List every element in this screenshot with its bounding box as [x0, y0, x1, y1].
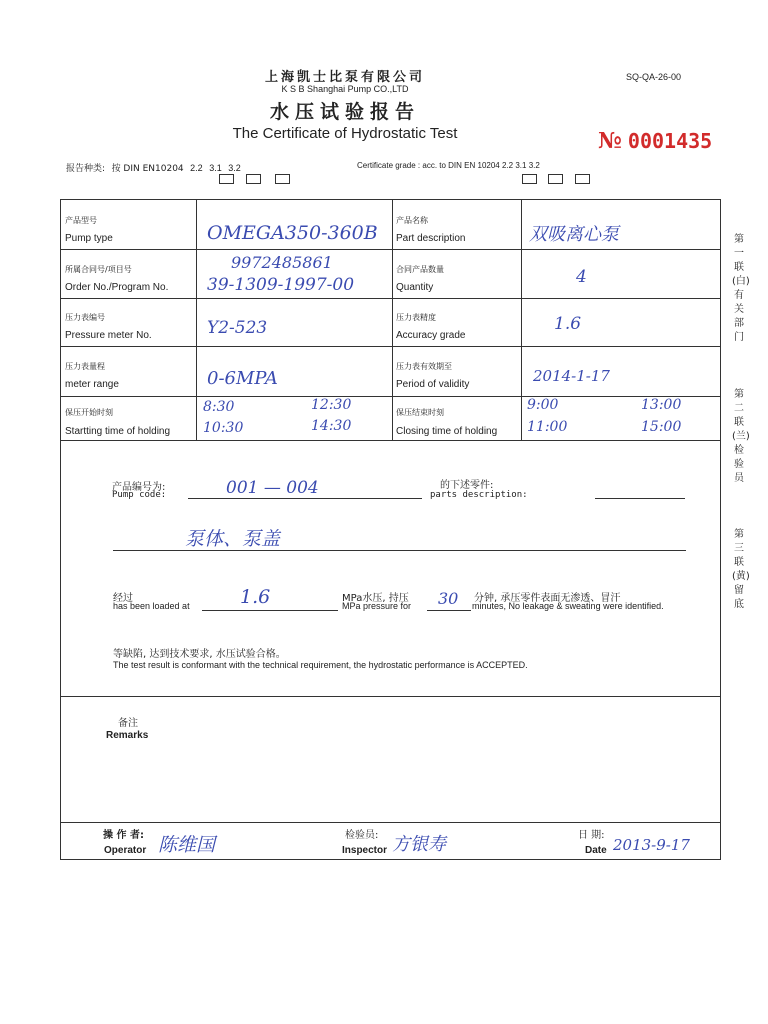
serial-value: 0001435: [627, 129, 713, 153]
remarks-field[interactable]: [70, 744, 710, 820]
inspector-label-cn: 检验员:: [345, 830, 379, 841]
copy-label-2: 第二联(兰)检验员: [732, 389, 750, 484]
validity-label-cn: 压力表有效期至: [396, 362, 452, 371]
mpa-label-en: MPa pressure for: [342, 601, 412, 611]
parts-label-cn: 的下述零件:: [440, 480, 494, 491]
serial-number: [598, 128, 712, 154]
start-time-1: 8:30: [203, 399, 235, 415]
minutes-value: 30: [438, 589, 459, 608]
closing-time-4: 15:00: [641, 419, 682, 435]
closing-time-1: 9:00: [527, 397, 559, 413]
cert-option-22: 2.2: [501, 161, 514, 170]
copy-label-3: 第三联(黄)留底: [732, 529, 750, 610]
inspector-signature: 方银寿: [392, 834, 446, 855]
minutes-label-en: minutes, No leakage & sweating were identified.: [472, 601, 664, 611]
meter-range-value: 0-6MPA: [207, 368, 278, 389]
report-type: [66, 161, 245, 174]
certificate-grade-label: Certificate grade : acc. to DIN EN 10204: [357, 161, 500, 170]
start-time-2: 12:30: [311, 397, 352, 413]
result-cn: 等缺陷, 达到技术要求, 水压试验合格。: [113, 649, 286, 660]
order-no-label-cn: 所属合同号/项目号: [65, 265, 132, 274]
part-description-value: 双吸离心泵: [529, 224, 619, 245]
validity-value: 2014-1-17: [533, 367, 610, 385]
mpa-label-cn: MPa水压, 持压: [342, 593, 409, 604]
cert-checkbox-22[interactable]: [522, 174, 537, 184]
pump-type-label-cn: 产品型号: [65, 216, 97, 225]
pressure-meter-label-en: Pressure meter No.: [65, 330, 152, 341]
loaded-label-cn: 经过: [113, 593, 133, 604]
pump-code-label-en: Pump code:: [112, 490, 167, 500]
validity-label-en: Period of validity: [396, 379, 470, 390]
order-no-label-en: Order No./Program No.: [65, 282, 169, 293]
info-grid: [60, 199, 721, 441]
start-holding-label-en: Startting time of holding: [65, 426, 171, 437]
quantity-label-cn: 合同产品数量: [396, 265, 444, 274]
pump-type-value: OMEGA350-360B: [207, 222, 378, 244]
copy-label-1: 第一联(白)有关部门: [732, 234, 750, 343]
accuracy-grade-label-en: Accuracy grade: [396, 330, 466, 341]
loaded-label-en: has been loaded at: [113, 601, 190, 611]
checkbox-22[interactable]: [219, 174, 234, 184]
serial-prefix: №: [598, 128, 622, 154]
parts-value: 泵体、泵盖: [185, 528, 281, 550]
certificate-grade: [357, 161, 540, 170]
checkbox-31[interactable]: [246, 174, 261, 184]
cert-checkbox-32[interactable]: [575, 174, 590, 184]
closing-holding-label-en: Closing time of holding: [396, 426, 498, 437]
closing-time-3: 11:00: [527, 419, 568, 435]
meter-range-label-en: meter range: [65, 379, 119, 390]
document-title-en: The Certificate of Hydrostatic Test: [232, 125, 458, 142]
pump-type-label-en: Pump type: [65, 233, 113, 244]
date-value: 2013-9-17: [613, 836, 690, 854]
pump-code-value: 001 — 004: [226, 478, 319, 498]
date-label-cn: 日 期:: [578, 830, 605, 841]
report-type-option-32: 3.2: [228, 163, 241, 173]
report-type-label: 报告种类:: [66, 164, 106, 174]
operator-signature: 陈维国: [158, 834, 216, 856]
date-label-en: Date: [585, 845, 607, 856]
order-no-value: 9972485861: [231, 253, 333, 272]
report-type-option-31: 3.1: [209, 163, 222, 173]
part-description-label-en: Part description: [396, 233, 466, 244]
operator-label-cn: 操 作 者:: [103, 830, 144, 841]
parts-label-en: parts description:: [430, 490, 528, 500]
remarks-label-en: Remarks: [106, 730, 149, 741]
report-type-standard: 按 DIN EN10204: [111, 164, 184, 174]
closing-holding-label-cn: 保压结束时刻: [396, 408, 444, 417]
operator-label-en: Operator: [104, 845, 147, 856]
program-no-value: 39-1309-1997-00: [207, 275, 355, 295]
cert-option-31: 3.1: [515, 161, 527, 170]
inspector-label-en: Inspector: [342, 845, 388, 856]
quantity-value: 4: [576, 267, 587, 287]
report-type-option-22: 2.2: [190, 163, 203, 173]
closing-time-2: 13:00: [641, 397, 682, 413]
document-title-cn: 水压试验报告: [269, 101, 420, 123]
start-time-3: 10:30: [203, 420, 244, 436]
document-code: SQ-QA-26-00: [626, 72, 682, 82]
pressure-meter-value: Y2-523: [207, 318, 268, 338]
start-time-4: 14:30: [311, 418, 352, 434]
company-name-en: K S B Shanghai Pump CO.,LTD: [281, 84, 409, 94]
loaded-value: 1.6: [240, 586, 271, 608]
start-holding-label-cn: 保压开始时刻: [65, 408, 113, 417]
meter-range-label-cn: 压力表量程: [65, 362, 105, 371]
pressure-meter-label-cn: 压力表编号: [65, 313, 105, 322]
quantity-label-en: Quantity: [396, 282, 434, 293]
remarks-label-cn: 备注: [118, 718, 138, 729]
result-en: The test result is conformant with the technical requirement, the hydrostatic performance is ACCEPTED.: [113, 660, 528, 670]
cert-option-32: 3.2: [528, 161, 540, 170]
minutes-label-cn: 分钟, 承压零件表面无渗透、冒汗: [474, 593, 621, 604]
accuracy-grade-value: 1.6: [554, 314, 582, 334]
part-description-label-cn: 产品名称: [396, 216, 428, 225]
cert-checkbox-31[interactable]: [548, 174, 563, 184]
company-name-cn: 上海凯士比泵有限公司: [264, 70, 425, 85]
accuracy-grade-label-cn: 压力表精度: [396, 313, 436, 322]
checkbox-32[interactable]: [275, 174, 290, 184]
pump-code-label-cn: 产品编号为:: [112, 482, 166, 493]
